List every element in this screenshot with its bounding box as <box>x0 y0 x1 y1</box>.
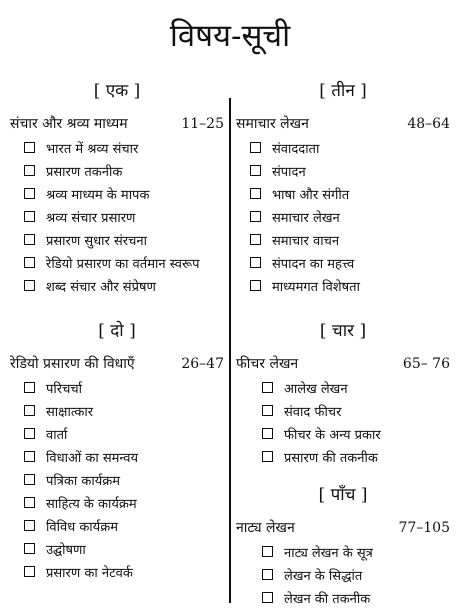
checkbox-icon <box>24 188 35 199</box>
section-char <box>236 320 450 468</box>
chapter-title: रेडियो प्रसारण की विधाएँ <box>10 356 135 372</box>
checkbox-icon <box>24 566 35 577</box>
list-item[interactable]: आलेख लेखन <box>262 376 450 399</box>
chapter-title: समाचार लेखन <box>236 116 309 132</box>
list-item[interactable]: संपादन का महत्त्व <box>250 251 450 274</box>
list-item[interactable]: फीचर के अन्य प्रकार <box>262 422 450 445</box>
column-divider <box>229 98 231 603</box>
chapter-heading[interactable] <box>236 518 450 538</box>
checkbox-icon <box>250 211 261 222</box>
checkbox-icon <box>24 405 35 416</box>
page-range: 48–64 <box>407 116 450 132</box>
checkbox-icon <box>24 211 35 222</box>
checkbox-icon <box>250 257 261 268</box>
list-item[interactable]: रेडियो प्रसारण का वर्तमान स्वरूप <box>24 251 224 274</box>
checkbox-icon <box>262 569 273 580</box>
list-item[interactable]: संवाद फीचर <box>262 399 450 422</box>
list-item[interactable]: समाचार लेखन <box>250 205 450 228</box>
checkbox-icon <box>250 165 261 176</box>
list-item[interactable]: साहित्य के कार्यक्रम <box>24 491 224 514</box>
checkbox-icon <box>24 257 35 268</box>
list-item[interactable]: विविध कार्यक्रम <box>24 514 224 537</box>
section-label: [ दो ] <box>98 321 136 341</box>
list-item[interactable]: नाट्य लेखन के सूत्र <box>262 540 450 563</box>
list-item[interactable]: समाचार वाचन <box>250 228 450 251</box>
checkbox-icon <box>24 234 35 245</box>
list-item[interactable]: विधाओं का समन्वय <box>24 445 224 468</box>
checkbox-icon <box>250 234 261 245</box>
list-item[interactable]: परिचर्चा <box>24 376 224 399</box>
checkbox-icon <box>250 188 261 199</box>
checkbox-icon <box>24 474 35 485</box>
section-do <box>10 320 224 583</box>
page-title: विषय-सूची <box>169 18 291 54</box>
chapter-heading[interactable] <box>236 354 450 374</box>
list-item[interactable]: प्रसारण की तकनीक <box>262 445 450 468</box>
checkbox-icon <box>24 280 35 291</box>
chapter-title: नाट्य लेखन <box>236 520 295 536</box>
checkbox-icon <box>250 142 261 153</box>
section-paanch <box>236 484 450 609</box>
list-item[interactable]: उद्घोषणा <box>24 537 224 560</box>
checkbox-icon <box>262 405 273 416</box>
list-item[interactable]: वार्ता <box>24 422 224 445</box>
chapter-title: फीचर लेखन <box>236 356 299 372</box>
list-item[interactable]: भारत में श्रव्य संचार <box>24 136 224 159</box>
list-item[interactable]: लेखन के सिद्धांत <box>262 563 450 586</box>
list-item[interactable]: प्रसारण का नेटवर्क <box>24 560 224 583</box>
checkbox-icon <box>24 428 35 439</box>
list-item[interactable]: श्रव्य संचार प्रसारण <box>24 205 224 228</box>
checkbox-icon <box>24 451 35 462</box>
section-label: [ तीन ] <box>319 81 367 101</box>
page-range: 65– 76 <box>402 356 450 372</box>
list-item[interactable]: श्रव्य माध्यम के मापक <box>24 182 224 205</box>
chapter-heading[interactable] <box>10 114 224 134</box>
checkbox-icon <box>262 546 273 557</box>
list-item[interactable]: पत्रिका कार्यक्रम <box>24 468 224 491</box>
checkbox-icon <box>262 428 273 439</box>
list-item[interactable]: संवाददाता <box>250 136 450 159</box>
section-label: [ पाँच ] <box>318 485 368 505</box>
checkbox-icon <box>24 497 35 508</box>
list-item[interactable]: लेखन की तकनीक <box>262 586 450 609</box>
section-label: [ एक ] <box>93 81 141 101</box>
checkbox-icon <box>262 451 273 462</box>
checkbox-icon <box>24 543 35 554</box>
checkbox-icon <box>250 280 261 291</box>
checkbox-icon <box>24 142 35 153</box>
chapter-title: संचार और श्रव्य माध्यम <box>10 116 128 132</box>
chapter-heading[interactable] <box>236 114 450 134</box>
checkbox-icon <box>24 382 35 393</box>
list-item[interactable]: साक्षात्कार <box>24 399 224 422</box>
checkbox-icon <box>24 520 35 531</box>
list-item[interactable]: शब्द संचार और संप्रेषण <box>24 274 224 297</box>
checkbox-icon <box>24 165 35 176</box>
checkbox-icon <box>262 592 273 603</box>
list-item[interactable]: माध्यमगत विशेषता <box>250 274 450 297</box>
section-label: [ चार ] <box>319 321 367 341</box>
list-item[interactable]: संपादन <box>250 159 450 182</box>
list-item[interactable]: भाषा और संगीत <box>250 182 450 205</box>
list-item[interactable]: प्रसारण तकनीक <box>24 159 224 182</box>
page-range: 26–47 <box>181 356 224 372</box>
chapter-heading[interactable] <box>10 354 224 374</box>
section-teen <box>236 80 450 297</box>
page-range: 77–105 <box>398 520 450 536</box>
checkbox-icon <box>262 382 273 393</box>
page-range: 11–25 <box>181 116 224 132</box>
list-item[interactable]: प्रसारण सुधार संरचना <box>24 228 224 251</box>
section-ek <box>10 80 224 297</box>
